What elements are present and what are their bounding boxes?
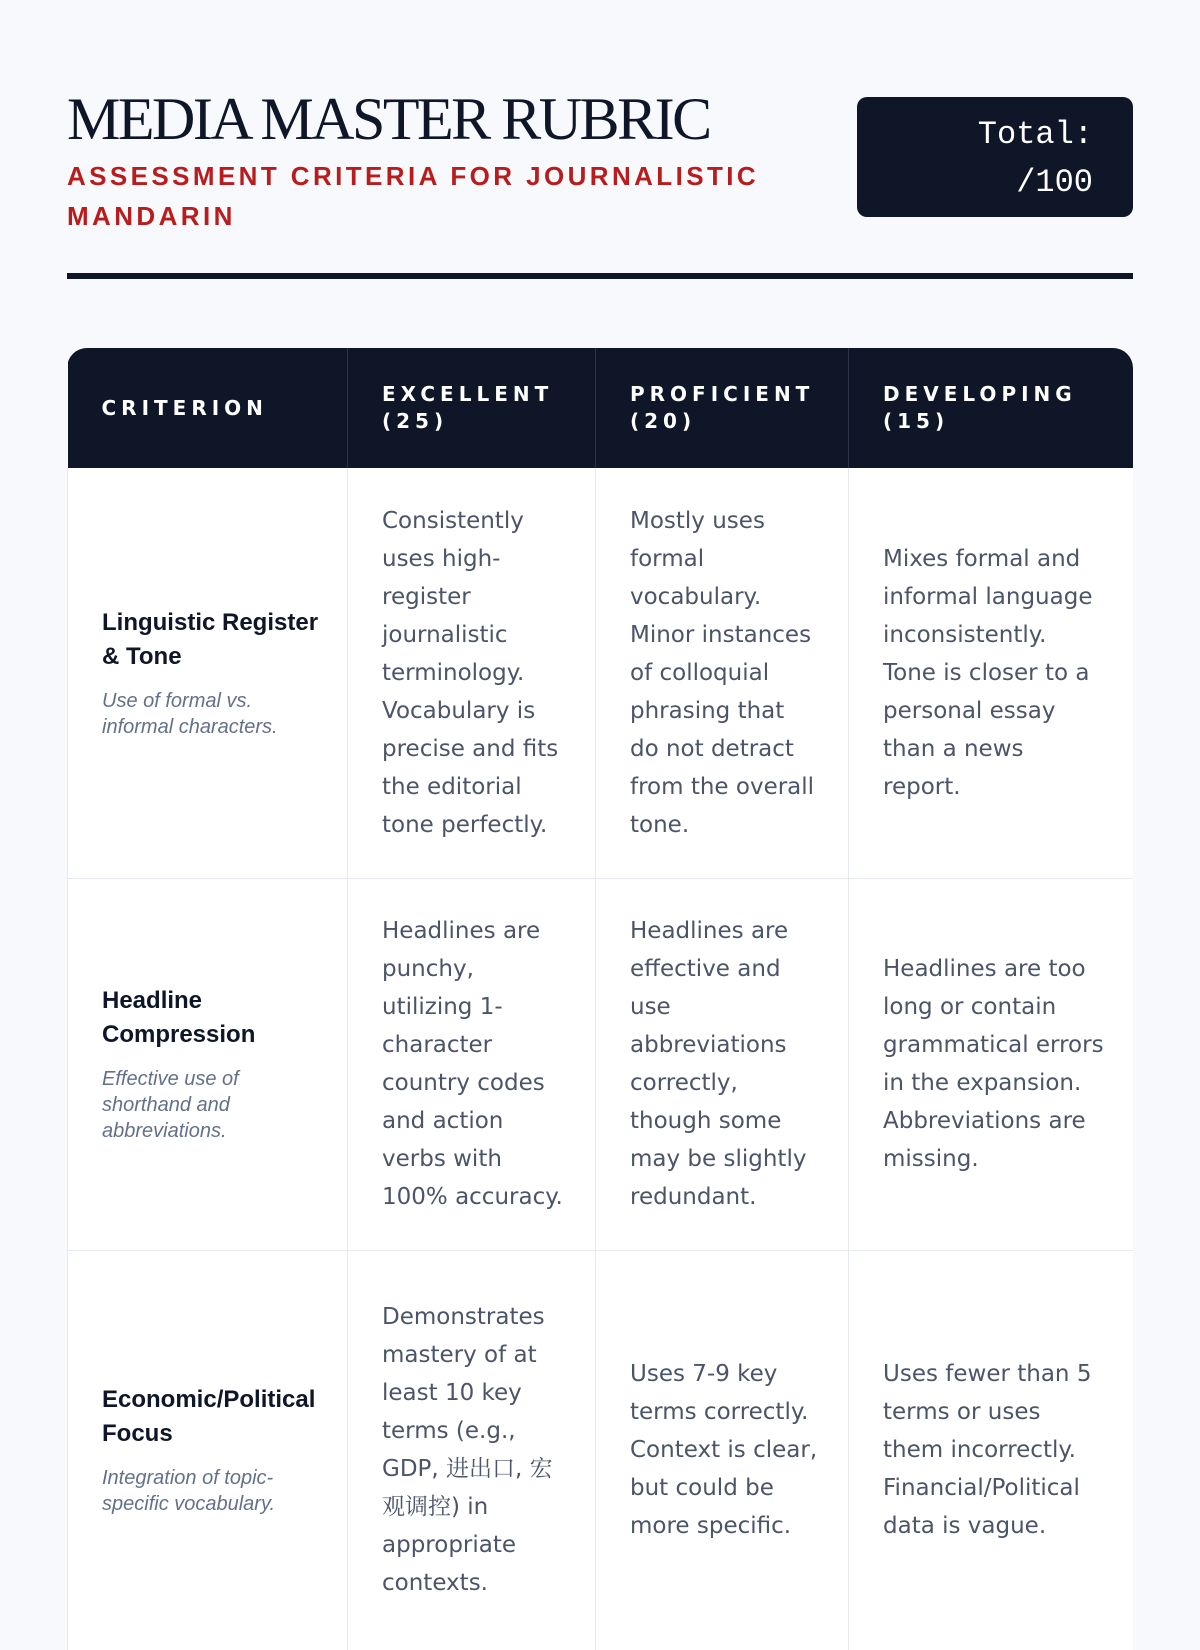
- header: [67, 0, 1133, 282]
- column-header-excellent: EXCELLENT (25): [348, 348, 596, 468]
- excellent-cell: [348, 1250, 596, 1650]
- developing-text: Headlines are too long or contain grammatical errors in the expansion. Abbreviations are missing.: [883, 956, 1104, 1172]
- developing-text: Uses fewer than 5 terms or uses them incorrectly. Financial/Political data is vague.: [883, 1361, 1092, 1540]
- table-row: [68, 878, 1134, 1250]
- proficient-text: Uses 7-9 key terms correctly. Context is clear, but could be more specific.: [630, 1361, 818, 1540]
- column-header-criterion: CRITERION: [68, 348, 348, 468]
- proficient-text: Mostly uses formal vocabulary. Minor instances of colloquial phrasing that do not detract from the overall tone.: [630, 507, 815, 838]
- table-row: [68, 1250, 1134, 1650]
- header-divider: [67, 273, 1133, 279]
- column-header-proficient: PROFICIENT (20): [596, 348, 849, 468]
- criterion-cell: [68, 878, 348, 1250]
- criterion-description: Integration of topic-specific vocabulary.: [102, 1467, 276, 1516]
- criterion-name: Economic/Political Focus: [102, 1386, 316, 1448]
- developing-cell: [849, 1250, 1134, 1650]
- table-row: [68, 468, 1134, 878]
- criterion-name: Headline Compression: [102, 987, 256, 1048]
- excellent-text: Demonstrates mastery of at least 10 key terms (e.g., GDP, 进出口, 宏观调控) in appropriate contexts.: [382, 1304, 553, 1597]
- developing-text: Mixes formal and informal language inconsistently. Tone is closer to a personal essay than a news report.: [883, 545, 1093, 800]
- developing-cell: [849, 468, 1134, 878]
- excellent-cell: [348, 878, 596, 1250]
- proficient-cell: [596, 468, 849, 878]
- total-label: Total:: [977, 116, 1093, 153]
- excellent-text: Consistently uses high-register journalistic terminology. Vocabulary is precise and fits the editorial tone perfectly.: [382, 507, 559, 838]
- excellent-cell: [348, 468, 596, 878]
- table-header-row: [68, 348, 1134, 468]
- criterion-cell: [68, 468, 348, 878]
- proficient-cell: [596, 878, 849, 1250]
- rubric-page: [67, 0, 1133, 1597]
- criterion-cell: [68, 1250, 348, 1650]
- proficient-text: Headlines are effective and use abbreviations correctly, though some may be slightly redundant.: [630, 918, 807, 1210]
- page-subtitle: ASSESSMENT CRITERIA FOR JOURNALISTIC MANDARIN: [67, 161, 760, 231]
- excellent-text: Headlines are punchy, utilizing 1-character country codes and action verbs with 100% accuracy.: [382, 918, 563, 1210]
- page-title: MEDIA MASTER RUBRIC: [67, 86, 710, 152]
- proficient-cell: [596, 1250, 849, 1650]
- criterion-description: Effective use of shorthand and abbreviations.: [102, 1068, 239, 1142]
- rubric-table: [67, 348, 1133, 1650]
- criterion-description: Use of formal vs. informal characters.: [102, 689, 278, 738]
- criterion-name: Linguistic Register & Tone: [102, 608, 319, 670]
- developing-cell: [849, 878, 1134, 1250]
- column-header-developing: DEVELOPING (15): [849, 348, 1134, 468]
- total-value: /100: [1016, 164, 1093, 201]
- total-score-box: [857, 97, 1133, 217]
